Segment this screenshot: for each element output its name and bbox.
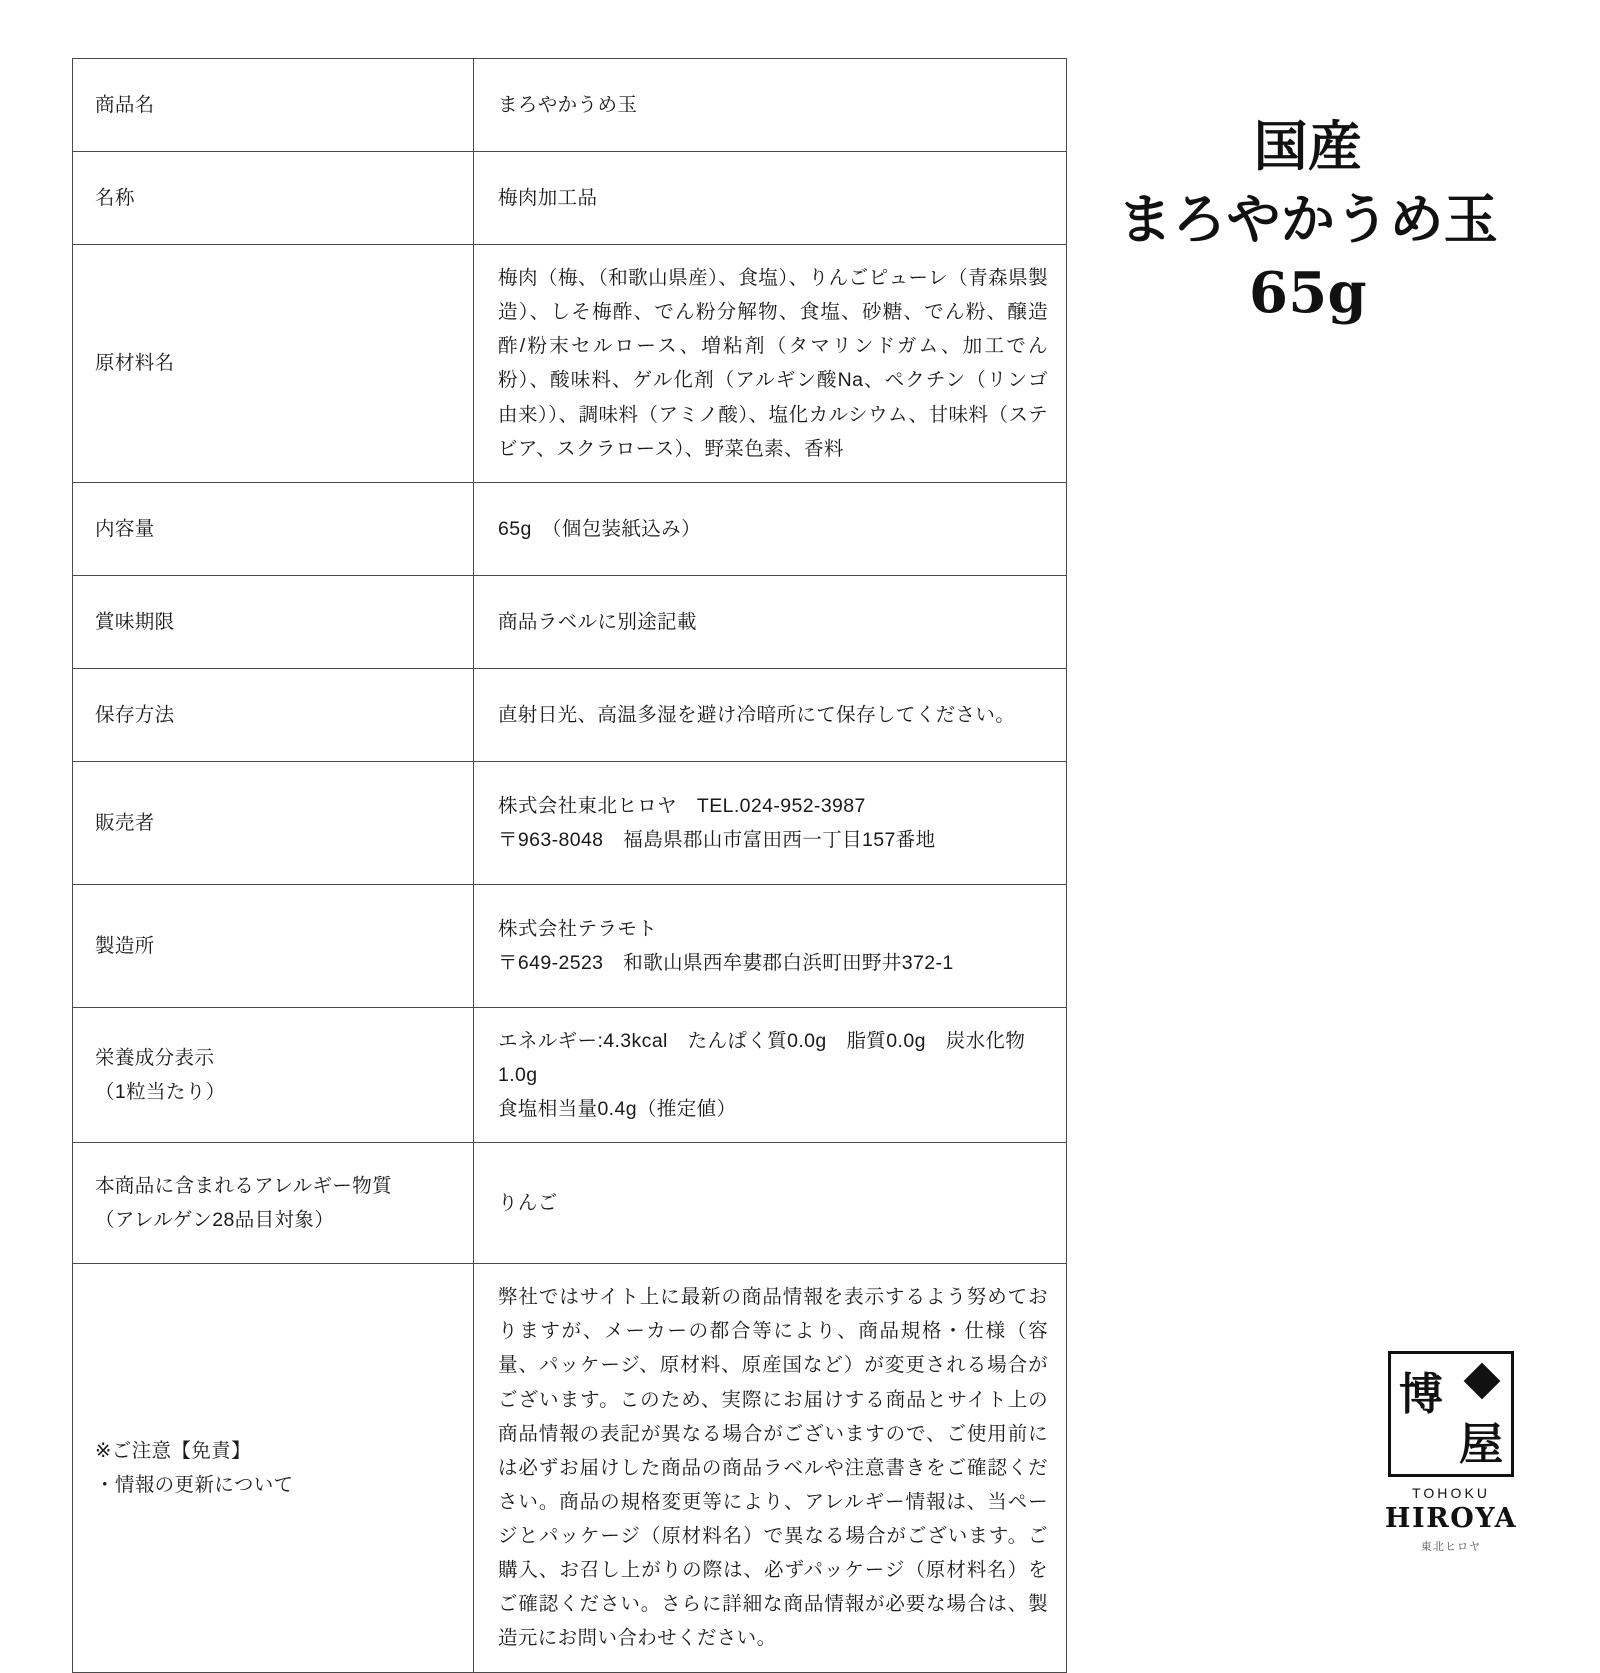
table-row — [73, 668, 1067, 761]
row-value-seller — [474, 761, 1067, 884]
table-row — [73, 884, 1067, 1007]
row-value-factory — [474, 884, 1067, 1007]
row-value-product-name: まろやかうめ玉 — [474, 59, 1067, 152]
table-row — [73, 482, 1067, 575]
logo-kanji-right: 屋 — [1459, 1419, 1503, 1470]
factory-company-line: 株式会社テラモト — [498, 917, 658, 940]
table-row — [73, 59, 1067, 152]
row-label-storage: 保存方法 — [73, 668, 474, 761]
row-label-ingredients: 原材料名 — [73, 245, 474, 483]
allergy-label-sub: （アレルゲン28品目対象） — [95, 1209, 335, 1232]
table-row — [73, 1143, 1067, 1264]
notice-label-main: ※ご注意【免責】 — [95, 1439, 251, 1462]
row-label-volume: 内容量 — [73, 482, 474, 575]
product-spec-table — [72, 58, 1067, 1673]
row-label-product-name: 商品名 — [73, 59, 474, 152]
seller-company-line: 株式会社東北ヒロヤ TEL.024-952-3987 — [498, 794, 866, 817]
seller-address-line: 〒963-8048 福島県郡山市富田西一丁目157番地 — [498, 828, 936, 851]
logo-mark-icon — [1388, 1351, 1514, 1477]
row-label-expiry: 賞味期限 — [73, 575, 474, 668]
table-row — [73, 1007, 1067, 1142]
logo-romaji-main: HIROYA — [1384, 1503, 1518, 1534]
row-value-nutrition — [474, 1007, 1067, 1142]
nutrition-line-1: エネルギー:4.3kcal たんぱく質0.0g 脂質0.0g 炭水化物1.0g — [498, 1029, 1026, 1086]
page-title — [1068, 110, 1548, 331]
row-value-notice: 弊社ではサイト上に最新の商品情報を表示するよう努めておりますが、メーカーの都合等により、商品規格・仕様（容量、パッケージ、原材料、原産国など）が変更される場合がございます。このため、実際にお届けする商品とサイト上の商品情報の表記が異なる場合がございますので、ご使用前には必ずお届けした商品の商品ラベルや注意書きをご確認ください。商品の規格変更等により、アレルギー情報は、当ページとパッケージ（原材料名）で異なる場合がございます。ご購入、お召し上がりの際は、必ずパッケージ（原材料名）をご確認ください。さらに詳細な商品情報が必要な場合は、製造元にお問い合わせください。 — [474, 1264, 1067, 1672]
diamond-icon — [1464, 1363, 1501, 1400]
factory-address-line: 〒649-2523 和歌山県西牟婁郡白浜町田野井372-1 — [498, 951, 954, 974]
table-row — [73, 575, 1067, 668]
row-label-allergy — [73, 1143, 474, 1264]
table-row — [73, 761, 1067, 884]
logo-romaji-top: TOHOKU — [1411, 1485, 1491, 1501]
title-line-weight: 65g — [1248, 259, 1368, 326]
nutrition-line-2: 食塩相当量0.4g（推定値） — [498, 1098, 737, 1120]
row-label-nutrition — [73, 1007, 474, 1142]
title-line-origin: 国産 — [1253, 114, 1363, 178]
nutrition-label-main: 栄養成分表示 — [95, 1046, 215, 1069]
row-value-ingredients: 梅肉（梅、（和歌山県産）、食塩）、りんごピューレ（青森県製造）、しそ梅酢、でん粉分解物、食塩、砂糖、でん粉、醸造酢/粉末セルロース、増粘剤（タマリンドガム、加工でん粉）、酸味料、ゲル化剤（アルギン酸Na、ペクチン（リンゴ由来））、調味料（アミノ酸）、塩化カルシウム、甘味料（ステビア、スクラロース）、野菜色素、香料 — [474, 245, 1067, 483]
table-row — [73, 245, 1067, 483]
row-label-factory: 製造所 — [73, 884, 474, 1007]
table-row — [73, 1264, 1067, 1672]
logo-kanji-left: 博 — [1399, 1369, 1443, 1420]
row-value-storage: 直射日光、高温多湿を避け冷暗所にて保存してください。 — [474, 668, 1067, 761]
row-value-name: 梅肉加工品 — [474, 152, 1067, 245]
allergy-label-main: 本商品に含まれるアレルギー物質 — [95, 1175, 393, 1197]
title-line-product: まろやかうめ玉 — [1117, 186, 1499, 251]
logo-romaji-sub: 東北ヒロヤ — [1420, 1541, 1482, 1553]
nutrition-label-sub: （1粒当たり） — [95, 1080, 226, 1103]
row-value-allergy: りんご — [474, 1143, 1067, 1264]
notice-label-sub: ・情報の更新について — [95, 1473, 294, 1496]
brand-logo — [1376, 1351, 1526, 1554]
table-row — [73, 152, 1067, 245]
row-label-name: 名称 — [73, 152, 474, 245]
row-value-volume: 65g （個包装紙込み） — [474, 482, 1067, 575]
row-label-seller: 販売者 — [73, 761, 474, 884]
row-value-expiry: 商品ラベルに別途記載 — [474, 575, 1067, 668]
row-label-notice — [73, 1264, 474, 1672]
